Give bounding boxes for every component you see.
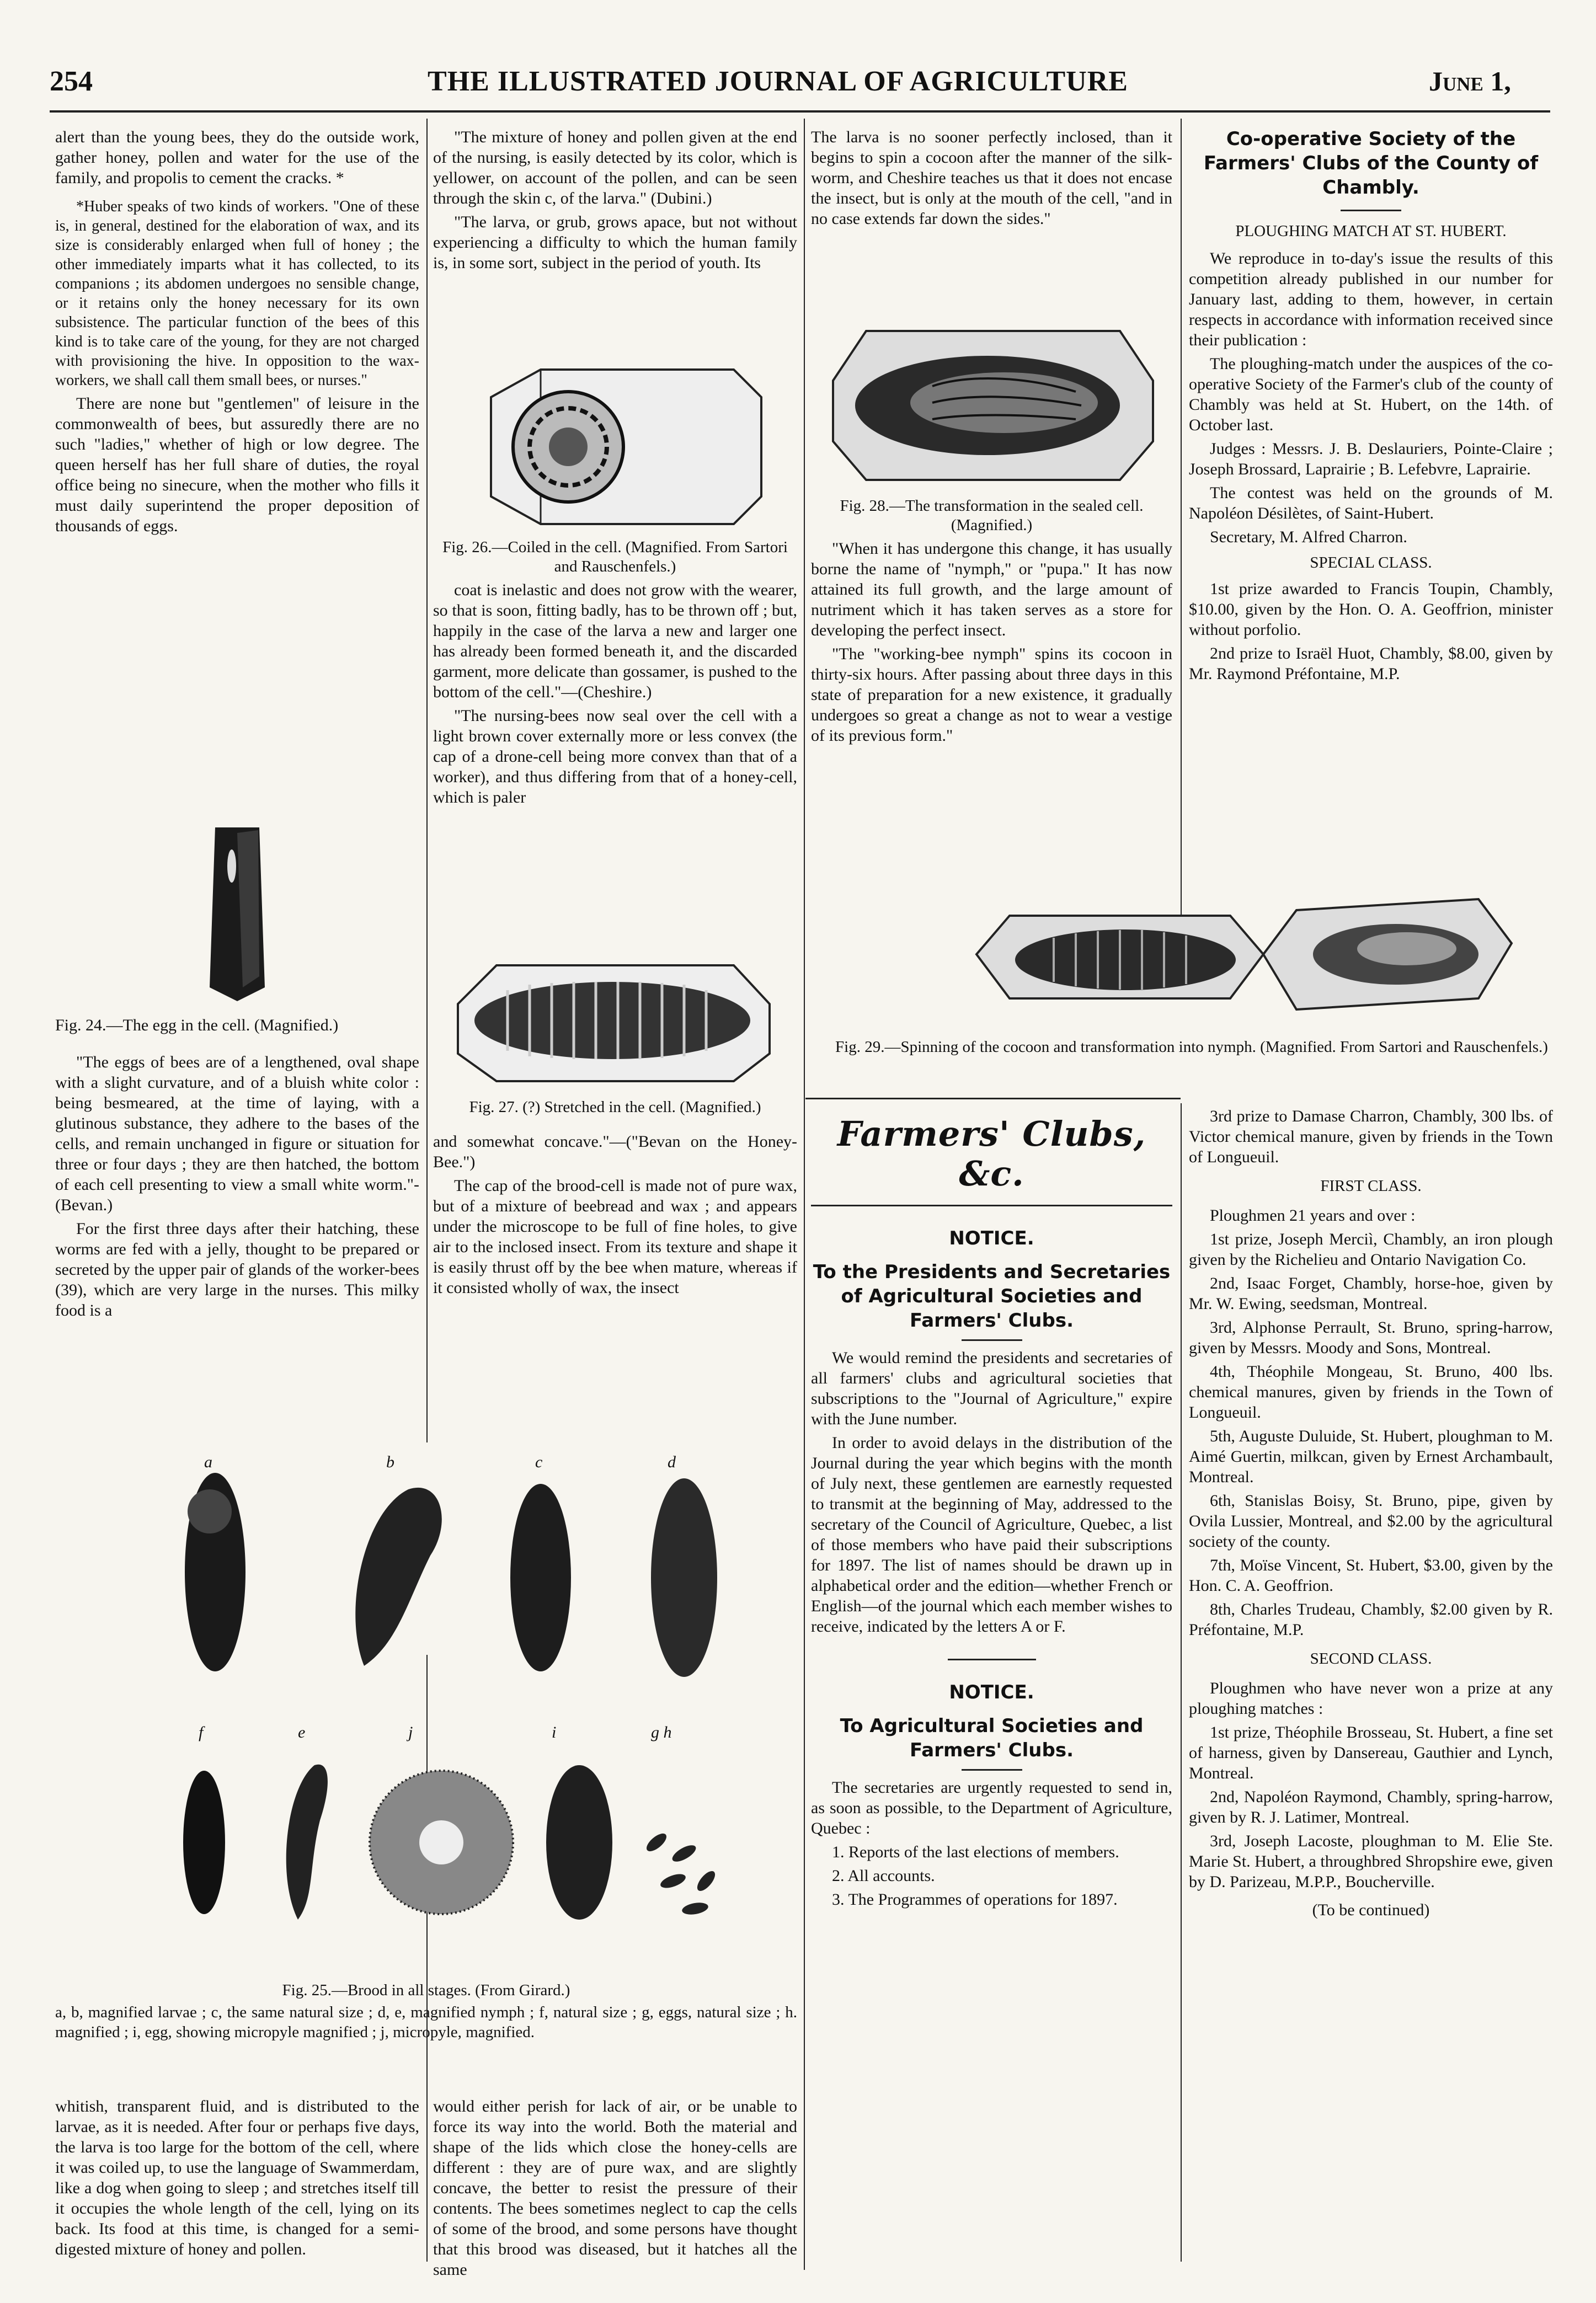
column-2-bottom — [433, 1098, 797, 1301]
figure-24 — [182, 822, 292, 1004]
section-rule — [811, 1205, 1172, 1206]
class-heading: SPECIAL CLASS. — [1310, 554, 1432, 571]
brood-stages-illustration — [55, 1445, 797, 1975]
paragraph: "The mixture of honey and pollen given at the end of the nursing, is easily detected by its color, which is yellower, on account of the pollen, and can be seen through the skin c, of the larva." (Dubini.) — [433, 128, 797, 207]
column-4-farmers — [811, 1109, 1172, 1913]
paragraph: 1st prize awarded to Francis Toupin, Chambly, $10.00, given by the Hon. O. A. Geoffrion, minister without porfolio. — [1189, 580, 1553, 639]
paragraph: 1st prize, Joseph Merciì, Chambly, an iron plough given by the Richelieu and Ontario Navigation Co. — [1189, 1230, 1553, 1269]
figure-27-caption: Fig. 27. (?) Stretched in the cell. (Magnified.) — [469, 1098, 761, 1116]
paragraph: 3rd, Alphonse Perrault, St. Bruno, spring-harrow, given by Messrs. Moody and Sons, Montreal. — [1189, 1318, 1553, 1357]
notice-title: NOTICE. — [949, 1681, 1034, 1703]
class-heading: FIRST CLASS. — [1320, 1177, 1422, 1195]
notice-heading: To the Presidents and Secretaries of Agricultural Societies and Farmers' Clubs. — [813, 1261, 1171, 1332]
issue-date: June 1, — [1429, 66, 1511, 97]
fig-label-i: i — [552, 1723, 557, 1741]
continued-note: (To be continued) — [1312, 1901, 1430, 1919]
column-divider — [1181, 119, 1182, 985]
notice-heading: To Agricultural Societies and Farmers' Clubs. — [840, 1715, 1144, 1761]
paragraph: There are none but "gentlemen" of leisure in the commonwealth of bees, but assuredly there are no such "ladies," whether of high or low degree. The queen herself has her full share of duties, the royal office being no sinecure, when the mother who fills it must daily superintend the proper deposition of thousands of eggs. — [55, 394, 419, 535]
egg-in-cell-illustration — [182, 822, 292, 1004]
society-title: Co-operative Society of the Farmers' Clubs of the County of Chambly. — [1203, 128, 1539, 199]
header-rule — [50, 110, 1550, 113]
paragraph: 2nd prize to Israël Huot, Chambly, $8.00, given by Mr. Raymond Préfontaine, M.P. — [1189, 644, 1553, 683]
figure-26-caption: Fig. 26.—Coiled in the cell. (Magnified. From Sartori and Rauschenfels.) — [442, 538, 788, 575]
column-divider — [426, 119, 428, 1442]
column-5-bottom — [1189, 1106, 1553, 1920]
cocoon-spinning-illustration — [965, 894, 1517, 1032]
short-rule — [962, 1769, 1022, 1771]
figure-27 — [447, 960, 778, 1087]
paragraph: 2nd, Napoléon Raymond, Chambly, spring-harrow, given by R. J. Latimer, Montreal. — [1189, 1788, 1553, 1826]
paragraph: alert than the young bees, they do the outside work, gather honey, pollen and water for the use of the family, and propolis to cement the cracks. * — [55, 128, 419, 187]
paragraph: "The nursing-bees now seal over the cell with a light brown cover externally more or less convex (the cap of a drone-cell being more convex than that of a worker), and thus differing from that of a honey-cell, which is paler — [433, 707, 797, 806]
figure-28-caption: Fig. 28.—The transformation in the sealed cell. (Magnified.) — [840, 497, 1144, 534]
list-item: 2. All accounts. — [832, 1867, 935, 1885]
paragraph: coat is inelastic and does not grow with the wearer, so that is soon, fitting badly, has to be thrown off ; but, happily in the case of the larva a new and larger one has already been formed beneath it, and the discarded garment, more delicate than gossamer, is pushed to the bottom of the cell."—(Cheshire.) — [433, 581, 797, 701]
figure-25-caption: Fig. 25.—Brood in all stages. (From Girard.) — [282, 1981, 570, 1999]
fig-label-b: b — [386, 1453, 394, 1471]
paragraph: The secretaries are urgently requested to send in, as soon as possible, to the Department of Agriculture, Quebec : — [811, 1778, 1172, 1837]
sealed-cell-illustration — [822, 320, 1164, 491]
paragraph: The ploughing-match under the auspices of the co-operative Society of the Farmer's club of the county of Chambly was held at St. Hubert, on the 14th. of October last. — [1189, 355, 1553, 434]
figure-29-caption-text: Fig. 29.—Spinning of the cocoon and transformation into nymph. (Magnified. From Sartori and Rauschenfels.) — [835, 1038, 1548, 1056]
fig-label-gh: g h — [651, 1723, 672, 1741]
paragraph: The cap of the brood-cell is made not of pure wax, but of a mixture of beebread and wax ; and appears under the microscope to be full of fine holes, to give air to the inclosed insect. From its texture and shape it is easily thrust off by the bee when mature, whereas if it consisted wholly of wax, the insect — [433, 1177, 797, 1297]
figure-28 — [822, 320, 1164, 491]
paragraph: 1st prize, Théophile Brosseau, St. Hubert, a fine set of harness, given by Dansereau, Gauthier and Lynch, Montreal. — [1189, 1723, 1553, 1782]
paragraph: The contest was held on the grounds of M. Napoléon Désilètes, of Saint-Hubert. — [1189, 484, 1553, 522]
column-5-top — [1189, 127, 1553, 687]
figure-25-caption-block — [55, 1980, 797, 2042]
fig-label-c: c — [535, 1453, 543, 1471]
paragraph: Judges : Messrs. J. B. Deslauriers, Pointe-Claire ; Joseph Brossard, Laprairie ; B. Lefebvre, Laprairie. — [1189, 440, 1553, 478]
short-rule — [1341, 210, 1401, 211]
short-rule — [962, 1339, 1022, 1341]
column-1-top — [55, 127, 419, 539]
paragraph: The larva is no sooner perfectly inclosed, than it begins to spin a cocoon after the manner of the silk-worm, and Cheshire teaches us that it does not encase the insect, but is only at the mouth of the cell, "and in no case extends far down the sides." — [811, 128, 1172, 228]
paragraph: 5th, Auguste Duluide, St. Hubert, ploughman to M. Aimé Guertin, milkcan, given by Ernest Archambault, Montreal. — [1189, 1427, 1553, 1486]
page-header — [0, 0, 1596, 110]
journal-title: THE ILLUSTRATED JOURNAL OF AGRICULTURE — [428, 66, 1128, 97]
column-2-top — [433, 127, 797, 276]
paragraph: We reproduce in to-day's issue the results of this competition already published in our number for January last, adding to them, however, in certain respects in accordance with information received since their publication : — [1189, 249, 1553, 349]
paragraph: We would remind the presidents and secretaries of all farmers' clubs and agricultural societies that subscriptions to the "Journal of Agriculture," expire with the June number. — [811, 1349, 1172, 1428]
fig-label-e: e — [298, 1723, 306, 1741]
notice-title: NOTICE. — [949, 1227, 1034, 1249]
paragraph: "When it has undergone this change, it has usually borne the name of "nymph," or "pupa." It has now attained its full growth, and the large amount of nutriment which it has taken serves as a store for developing the perfect insect. — [811, 539, 1172, 639]
list-item: 1. Reports of the last elections of members. — [832, 1843, 1119, 1861]
match-subtitle: PLOUGHING MATCH AT ST. HUBERT. — [1235, 222, 1507, 240]
column-divider — [1181, 1103, 1182, 2262]
figure-25 — [55, 1445, 797, 1975]
paragraph: Secretary, M. Alfred Charron. — [1210, 528, 1407, 546]
short-rule — [948, 1659, 1036, 1660]
paragraph: and somewhat concave."—("Bevan on the Honey-Bee.") — [433, 1132, 797, 1171]
fig-label-j: j — [408, 1723, 413, 1741]
figure-24-caption: Fig. 24.—The egg in the cell. (Magnified.) — [55, 1016, 339, 1034]
column-2-mid — [433, 538, 797, 811]
fig-label-d: d — [668, 1453, 676, 1471]
paragraph: 4th, Théophile Mongeau, St. Bruno, 400 lbs. chemical manures, given by friends in the Town of Longueuil. — [1189, 1362, 1553, 1422]
paragraph: would either perish for lack of air, or be unable to force its way into the world. Both the material and shape of the lids which close the honey-cells are different : they are of pure wax, and are slightly concave, the better to resist the pressure of their contents. The bees sometimes neglect to cap the cells of some of the brood, and some persons have thought that this brood was diseased, but it hatches all the same — [433, 2097, 797, 2279]
fig-label-a: a — [204, 1453, 212, 1471]
paragraph: 2nd, Isaac Forget, Chambly, horse-hoe, given by Mr. W. Ewing, seedsman, Montreal. — [1189, 1274, 1553, 1313]
paragraph: 3rd prize to Damase Charron, Chambly, 300 lbs. of Victor chemical manure, given by friends in the Town of Longueuil. — [1189, 1107, 1553, 1166]
paragraph: Ploughmen who have never won a prize at any ploughing matches : — [1189, 1679, 1553, 1718]
column-1-end — [55, 2096, 419, 2263]
column-divider — [804, 119, 805, 2270]
paragraph: "The eggs of bees are of a lengthened, oval shape with a slight curvature, and of a bluish white color : being besmeared, at the time of laying, with a glutinous substance, they adhere to the bases of the cells, and remain unchanged in figure or situation for three or four days ; they are then hatched, the bottom of each cell presenting to view a small white worm."- (Bevan.) — [55, 1053, 419, 1214]
fig-label-f: f — [199, 1723, 204, 1741]
page-number: 254 — [50, 66, 93, 97]
list-item: 3. The Programmes of operations for 1897. — [832, 1890, 1118, 1909]
class-heading: SECOND CLASS. — [1310, 1650, 1432, 1668]
section-rule — [805, 1098, 1181, 1099]
paragraph: 8th, Charles Trudeau, Chambly, $2.00 given by R. Préfontaine, M.P. — [1189, 1600, 1553, 1639]
paragraph: For the first three days after their hatching, these worms are fed with a jelly, thought to be prepared or secreted by the upper pair of glands of the worker-bees (39), which are very large in the nurses. This milky food is a — [55, 1220, 419, 1319]
paragraph: whitish, transparent fluid, and is distributed to the larvae, as it is needed. After four or perhaps five days, the larva is too large for the bottom of the cell, where it was coiled up, to use the language of Swammerdam, like a dog when going to sleep ; and stretches itself till it occupies the whole length of the cell, lying on its back. Its food at this time, is changed for a semi-digested mixture of honey and pollen. — [55, 2097, 419, 2258]
column-3-top — [811, 127, 1172, 232]
figure-25-caption-detail: a, b, magnified larvae ; c, the same natural size ; d, e, magnified nymph ; f, natural size ; g, eggs, natural size ; h. magnified ; i, egg, showing micropyle magnified ; j, micropyle, magnified. — [55, 2003, 797, 2041]
farmers-section-title: Farmers' Clubs, &c. — [837, 1114, 1146, 1194]
figure-29 — [965, 894, 1517, 1032]
column-2-end — [433, 2096, 797, 2283]
paragraph: "The "working-bee nymph" spins its cocoon in thirty-six hours. After passing about three days in this state of preparation for a new existence, it gradually undergoes so great a change as not to wear a vestige of its previous form." — [811, 645, 1172, 745]
figure-29-caption — [828, 1037, 1556, 1057]
stretched-larva-illustration — [447, 960, 778, 1087]
paragraph: Ploughmen 21 years and over : — [1210, 1206, 1416, 1225]
paragraph: "The larva, or grub, grows apace, but not without experiencing a difficulty to which the human family is, in some sort, subject in the period of youth. Its — [433, 213, 797, 272]
column-3-mid — [811, 496, 1172, 749]
paragraph: In order to avoid delays in the distribution of the Journal during the year which begins with the month of July next, these gentlemen are earnestly requested to transmit at the beginning of May, addressed to the secretary of the Council of Agriculture, Quebec, a list of those members who have paid their subscriptions for 1897. The list of names should be drawn up in alphabetical order and the edition—whether French or English—of the journal which each member wishes to receive, indicated by the letters A or F. — [811, 1434, 1172, 1636]
coiled-larva-illustration — [474, 364, 772, 530]
footnote: *Huber speaks of two kinds of workers. "One of these is, in general, destined for the elaboration of wax, and its size is considerably enlarged when full of honey ; the other immediately imparts what it has collected, to its companions ; its abdomen undergoes no sensible change, or it retains only the honey necessary for its own subsistence. The particular function of the bees of this kind is to take care of the young, for they are not charged with provisioning the hive. In opposition to the wax-workers, we shall call them small bees, or nurses." — [55, 198, 419, 389]
figure-26 — [474, 364, 772, 530]
paragraph: 3rd, Joseph Lacoste, ploughman to M. Elie Ste. Marie St. Hubert, a throughbred Shropshire ewe, given by D. Parizeau, M.P.P., Boucherville. — [1189, 1832, 1553, 1891]
column-1-bottom — [55, 1015, 419, 1324]
paragraph: 6th, Stanislas Boisy, St. Bruno, pipe, given by Ovila Lussier, Montreal, and $2.00 by the agricultural society of the county. — [1189, 1492, 1553, 1551]
paragraph: 7th, Moïse Vincent, St. Hubert, $3.00, given by the Hon. C. A. Geoffrion. — [1189, 1556, 1553, 1595]
